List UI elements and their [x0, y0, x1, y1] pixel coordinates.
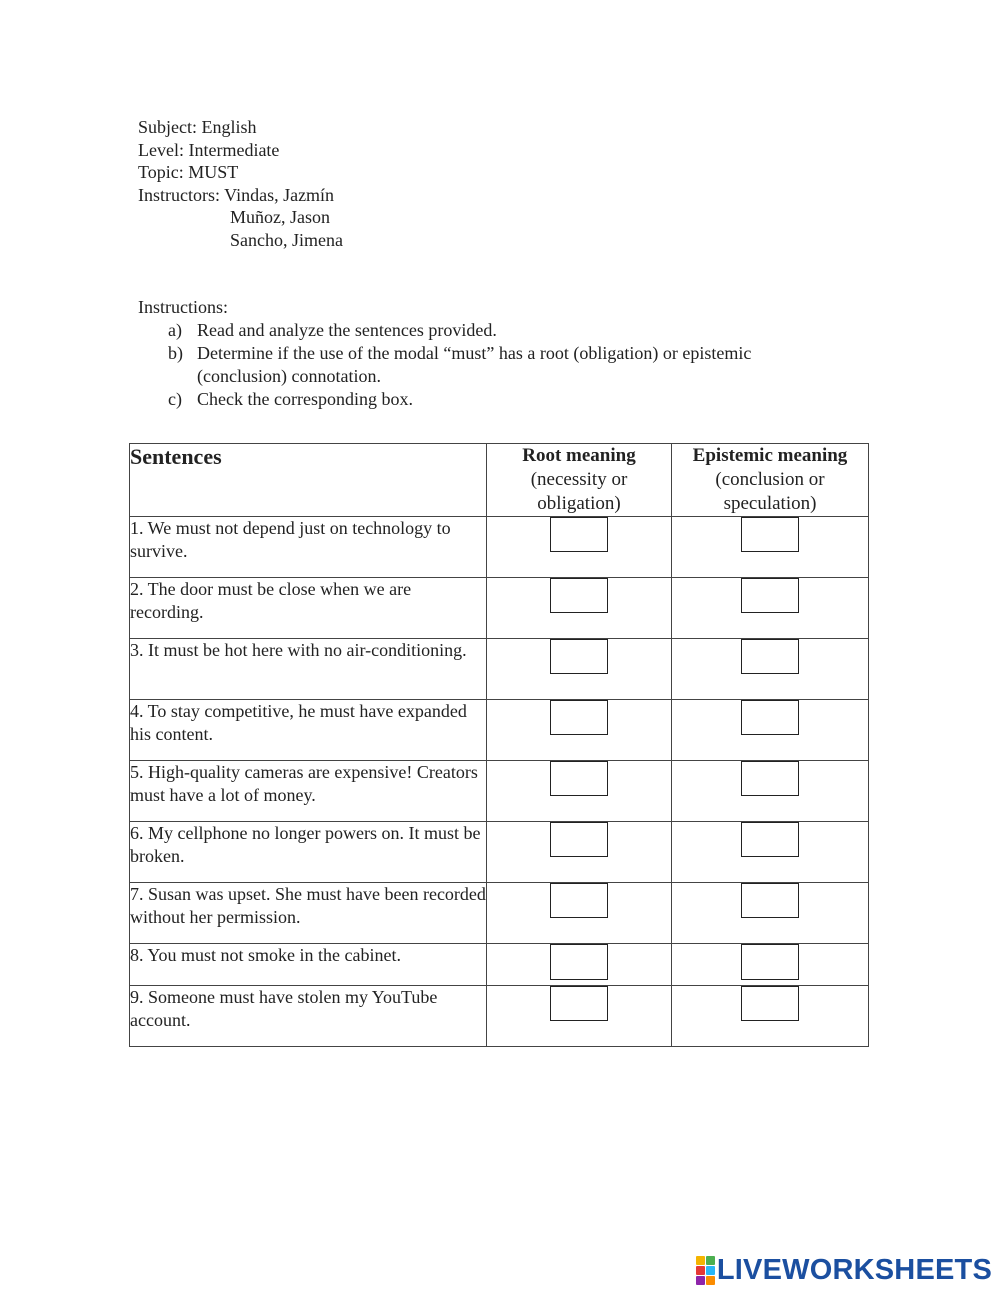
root-checkbox[interactable] — [550, 944, 608, 980]
table-row — [130, 822, 869, 883]
instruction-text: Read and analyze the sentences provided. — [197, 320, 497, 340]
sentence-text: 6. My cellphone no longer powers on. It must be broken. — [130, 822, 487, 883]
liveworksheets-logo[interactable] — [696, 1255, 992, 1285]
instruction-item — [138, 342, 838, 388]
root-checkbox[interactable] — [550, 761, 608, 796]
table-row — [130, 944, 869, 986]
instructors-line: Instructors: Vindas, Jazmín — [138, 184, 335, 205]
instructions-block — [138, 296, 838, 411]
sentence-text: 8. You must not smoke in the cabinet. — [130, 944, 487, 986]
instructor-name: Muñoz, Jason — [230, 207, 330, 227]
epistemic-meaning-subtitle: (conclusion or speculation) — [715, 469, 825, 514]
logo-square — [696, 1276, 705, 1285]
subject-line: Subject: English — [138, 117, 257, 137]
epistemic-checkbox[interactable] — [741, 700, 799, 735]
worksheet-header — [138, 116, 343, 251]
epistemic-checkbox[interactable] — [741, 986, 799, 1021]
table-row — [130, 883, 869, 944]
logo-square — [696, 1256, 705, 1265]
root-meaning-title: Root meaning — [522, 445, 636, 466]
level-line: Level: Intermediate — [138, 139, 280, 160]
sentence-text: 2. The door must be close when we are recording. — [130, 578, 487, 639]
epistemic-checkbox[interactable] — [741, 517, 799, 552]
logo-square — [706, 1276, 715, 1285]
sentences-table — [129, 443, 869, 1047]
sentence-text: 9. Someone must have stolen my YouTube account. — [130, 986, 487, 1047]
sentence-text: 5. High-quality cameras are expensive! Creators must have a lot of money. — [130, 761, 487, 822]
root-meaning-header — [487, 444, 672, 517]
logo-text: LIVEWORKSHEETS — [716, 1253, 992, 1286]
table-row — [130, 761, 869, 822]
epistemic-meaning-title: Epistemic meaning — [692, 445, 848, 466]
epistemic-checkbox[interactable] — [741, 944, 799, 980]
table-row — [130, 639, 869, 700]
topic-line: Topic: MUST — [138, 162, 239, 182]
epistemic-meaning-header — [672, 444, 869, 517]
root-checkbox[interactable] — [550, 578, 608, 613]
instructor-name: Sancho, Jimena — [230, 229, 343, 250]
instruction-item — [138, 319, 838, 342]
root-checkbox[interactable] — [550, 700, 608, 735]
table-header-row — [130, 444, 869, 517]
root-checkbox[interactable] — [550, 986, 608, 1021]
root-meaning-subtitle: (necessity or obligation) — [530, 469, 628, 514]
root-checkbox[interactable] — [550, 639, 608, 674]
epistemic-checkbox[interactable] — [741, 822, 799, 857]
epistemic-checkbox[interactable] — [741, 761, 799, 796]
instruction-text: Determine if the use of the modal “must” has a root (obligation) or epistemic (conclusion) connotation. — [197, 343, 752, 386]
table-row — [130, 578, 869, 639]
table-row — [130, 986, 869, 1047]
sentence-text: 7. Susan was upset. She must have been recorded without her permission. — [130, 883, 487, 944]
instruction-text: Check the corresponding box. — [197, 389, 413, 409]
instruction-letter: a) — [168, 320, 182, 340]
root-checkbox[interactable] — [550, 822, 608, 857]
sentence-text: 1. We must not depend just on technology to survive. — [130, 517, 487, 578]
instruction-letter: b) — [168, 343, 183, 363]
logo-square — [706, 1266, 715, 1275]
instructions-title: Instructions: — [138, 297, 228, 317]
sentences-header: Sentences — [130, 444, 487, 517]
instruction-letter: c) — [168, 389, 182, 409]
root-checkbox[interactable] — [550, 883, 608, 918]
sentence-text: 3. It must be hot here with no air-conditioning. — [130, 639, 487, 700]
epistemic-checkbox[interactable] — [741, 639, 799, 674]
liveworksheets-mark-icon — [696, 1256, 715, 1285]
sentence-text: 4. To stay competitive, he must have expanded his content. — [130, 700, 487, 761]
epistemic-checkbox[interactable] — [741, 883, 799, 918]
instruction-item — [138, 388, 838, 411]
logo-square — [696, 1266, 705, 1275]
table-row — [130, 517, 869, 578]
root-checkbox[interactable] — [550, 517, 608, 552]
table-row — [130, 700, 869, 761]
epistemic-checkbox[interactable] — [741, 578, 799, 613]
logo-square — [706, 1256, 715, 1265]
